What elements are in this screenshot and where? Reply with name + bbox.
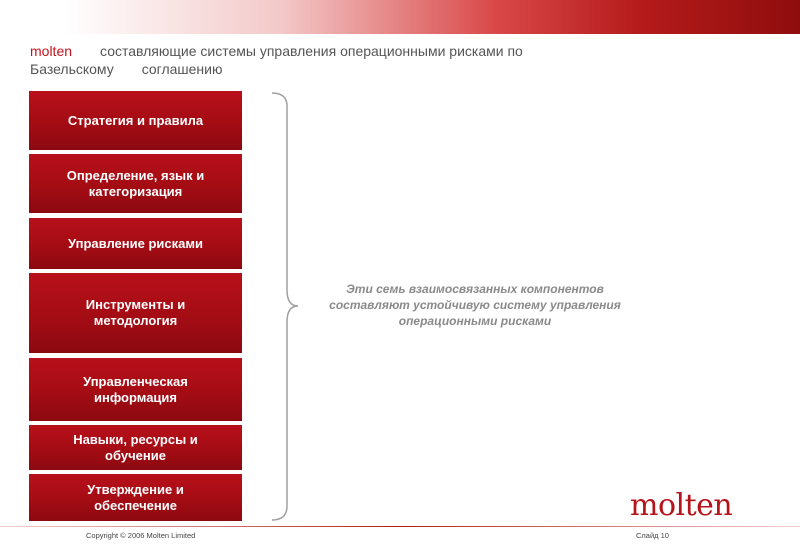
component-box-assurance xyxy=(29,474,242,521)
title-text-2b: соглашению xyxy=(141,61,223,77)
component-label: Управление рисками xyxy=(68,235,203,251)
footer-slide-number: Слайд 10 xyxy=(636,531,669,540)
footer-divider xyxy=(0,526,800,527)
title-brand: molten xyxy=(30,43,73,59)
top-banner xyxy=(0,0,800,34)
component-label: Определение, язык и категоризация xyxy=(66,167,205,199)
title-text-1: составляющие системы управления операционными рисками по xyxy=(100,43,523,59)
component-box-skills xyxy=(29,425,242,470)
brace-icon xyxy=(270,92,300,522)
component-label: Инструменты и методология xyxy=(85,297,186,328)
component-box-management-info xyxy=(29,358,242,421)
summary-note: Эти семь взаимосвязанных компонентов составляют устойчивую систему управления операционными рисками xyxy=(329,282,621,328)
component-box-risk-management xyxy=(29,218,242,269)
component-box-tools xyxy=(29,273,242,353)
molten-logo: molten xyxy=(630,488,733,523)
component-label: Стратегия и правила xyxy=(67,112,204,128)
title-text-2a: Базельскому xyxy=(30,61,114,77)
component-box-strategy xyxy=(29,91,242,150)
component-label: Навыки, ресурсы и обучение xyxy=(73,431,198,463)
component-label: Утверждение и обеспечение xyxy=(87,481,184,513)
footer-copyright: Copyright © 2006 Molten Limited xyxy=(86,531,196,540)
page-title xyxy=(30,42,630,78)
component-label: Управленческая информация xyxy=(83,373,188,405)
component-box-definition xyxy=(29,154,242,213)
